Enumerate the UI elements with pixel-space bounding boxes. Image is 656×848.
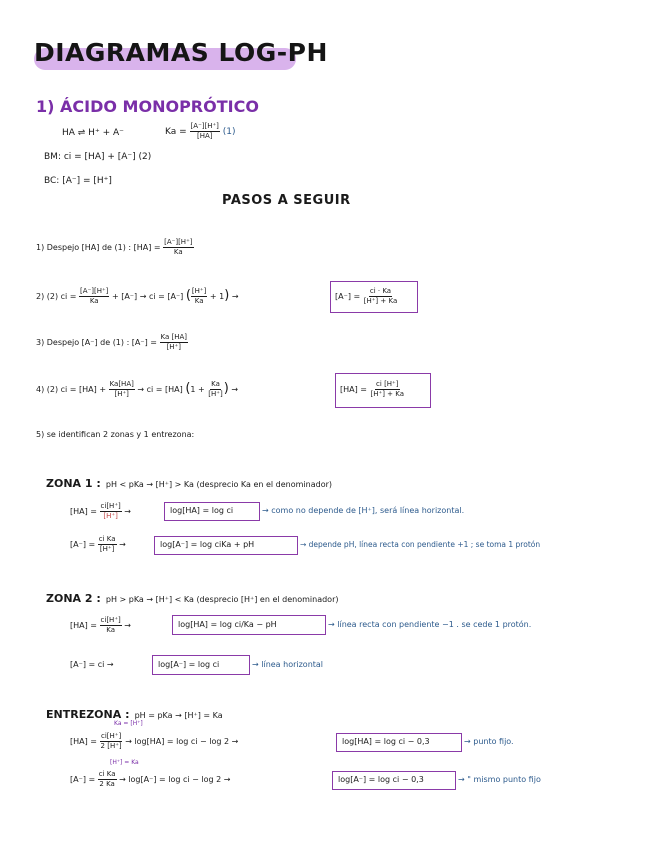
step-4: 4) (2) ci = [HA] + $\frac{Ka[HA]}{[H^+]}$ → ci = [HA] (1 + $\frac{Ka}{[H^+]}$ ) →: [36, 380, 239, 398]
zona-2-row-1-result: log[HA] = log ci/Ka − pH: [178, 620, 277, 629]
zona-1-title: ZONA 1 :: [46, 477, 101, 490]
step-2-den-2: Ka: [194, 297, 204, 305]
zona-2-row-2: [A⁻] = ci →: [70, 660, 114, 669]
mass-balance: BM: ci = [HA] + [A⁻] (2): [44, 152, 152, 162]
step-2-result-lhs: [A⁻] =: [335, 292, 361, 301]
ka-numerator: [A⁻][H⁺]: [190, 122, 219, 130]
entrezona-row-2-result: log[A⁻] = log ci − 0,3: [338, 775, 424, 784]
step-4-label: 4) (2) ci = [HA] +: [36, 385, 107, 394]
step-2-result-fraction: [363, 287, 399, 306]
step-2-result: [335, 287, 398, 306]
step-1-text: 1) Despejo [HA] de (1) : [HA] =: [36, 243, 161, 252]
entrezona-row-2-substitution: [H⁺] = Ka: [110, 759, 139, 766]
entrezona-row-2-den: 2 Ka: [99, 780, 115, 788]
ka-expression: [165, 122, 236, 141]
step-4-result-num: ci [H⁺]: [376, 380, 399, 388]
entrezona-row-1: [70, 732, 238, 751]
zona-2-row-2-result: log[A⁻] = log ci: [158, 660, 220, 669]
zona-2-row-1-fraction: [100, 616, 122, 635]
step-4-fraction-2: [207, 380, 223, 399]
step-4-paren-lead: 1 +: [190, 385, 205, 394]
section-heading: 1) ÁCIDO MONOPRÓTICO: [36, 97, 259, 116]
step-5: 5) se identifican 2 zonas y 1 entrezona:: [36, 430, 195, 439]
step-1-numerator: [A⁻][H⁺]: [164, 238, 193, 246]
zona-1-row-2-lhs: [A⁻] =: [70, 540, 96, 549]
zona-1-row-1-num: ci[H⁺]: [100, 502, 121, 510]
entrezona-row-2-fraction: [98, 770, 117, 789]
step-1-fraction: [163, 238, 193, 257]
step-2-num-2: [H⁺]: [191, 287, 207, 295]
ka-label: Ka =: [165, 127, 187, 137]
zona-1-row-1-den: [H⁺]: [103, 512, 118, 520]
step-4-den-2: [H⁺]: [208, 390, 223, 398]
zona-1-row-2-note: → depende pH, línea recta con pendiente +1 ; se toma 1 protón: [300, 540, 541, 549]
zona-2-row-2-lhs: [A⁻] = ci: [70, 660, 105, 669]
step-4-den-1: [H⁺]: [114, 390, 129, 398]
zona-1-header: [46, 472, 332, 491]
step-3-numerator: Ka [HA]: [160, 333, 188, 341]
entrezona-condition: pH = pKa → [H⁺] = Ka: [134, 711, 223, 720]
zona-1-condition: pH < pKa → [H⁺] > Ka (desprecio Ka en el denominador): [105, 480, 333, 489]
entrezona-row-2-lhs: [A⁻] =: [70, 775, 96, 784]
step-2-fraction-2: [191, 287, 207, 306]
ka-denominator: [HA]: [196, 132, 213, 140]
page-title: DIAGRAMAS LOG-PH: [34, 38, 328, 67]
step-4-num-1: Ka[HA]: [109, 380, 134, 388]
entrezona-row-2-note: → " mismo punto fijo: [458, 775, 541, 784]
step-3-text: 3) Despejo [A⁻] de (1) : [A⁻] =: [36, 338, 157, 347]
zona-1-row-2-result: log[A⁻] = log ciKa + pH: [160, 540, 255, 549]
step-4-result-fraction: [370, 380, 406, 399]
zona-1-row-1-fraction: [100, 502, 122, 521]
ka-reference: (1): [222, 127, 236, 137]
step-2-middle: + [A⁻] → ci = [A⁻]: [111, 292, 184, 301]
step-2-result-den: [H⁺] + Ka: [363, 297, 398, 305]
zona-2-row-1-num: ci[H⁺]: [100, 616, 121, 624]
zona-2-header: [46, 587, 338, 606]
entrezona-row-1-num: ci[H⁺]: [100, 732, 122, 740]
entrezona-row-1-fraction: [100, 732, 123, 751]
entrezona-row-1-note: → punto fijo.: [464, 737, 514, 746]
entrezona-row-2: [70, 770, 230, 789]
step-4-result: [340, 380, 405, 399]
zona-2-row-1-den: Ka: [106, 626, 116, 634]
entrezona-row-2-num: ci Ka: [98, 770, 116, 778]
zona-1-row-1: [HA] = $\frac{ci[H^+]}{[H^+]}$ →: [70, 502, 131, 520]
zona-2-row-1-lhs: [HA] =: [70, 621, 97, 630]
steps-title: PASOS A SEGUIR: [222, 193, 351, 208]
entrezona-row-1-lhs: [HA] =: [70, 737, 97, 746]
zona-2-condition: pH > pKa → [H⁺] < Ka (desprecio [H⁺] en el denominador): [105, 595, 339, 604]
step-1-denominator: Ka: [173, 248, 183, 256]
step-3: [36, 333, 188, 352]
zona-2-row-1: [HA] = $\frac{ci[H^+]}{Ka}$ →: [70, 616, 131, 634]
step-3-fraction: [160, 333, 189, 352]
zona-2-row-2-note: → línea horizontal: [252, 660, 324, 669]
zona-1-row-1-lhs: [HA] =: [70, 507, 97, 516]
step-4-fraction-1: [109, 380, 135, 399]
step-2-fraction-1: [79, 287, 109, 306]
step-2-den-1: Ka: [89, 297, 99, 305]
step-4-num-2: Ka: [211, 380, 220, 388]
entrezona-row-2-middle: → log[A⁻] = log ci − log 2 →: [119, 775, 231, 784]
step-1: [36, 238, 194, 257]
zona-2-row-1-note: → línea recta con pendiente −1 . se cede 1 protón.: [328, 620, 532, 629]
entrezona-row-1-substitution: Ka = [H⁺]: [114, 720, 143, 727]
zona-1-row-2-num: ci Ka: [98, 535, 116, 543]
step-3-denominator: [H⁺]: [166, 343, 181, 351]
step-2-num-1: [A⁻][H⁺]: [80, 287, 109, 295]
step-2-tail: + 1: [209, 292, 225, 301]
entrezona-row-1-middle: → log[HA] = log ci − log 2 →: [125, 737, 239, 746]
zona-1-row-1-note: → como no depende de [H⁺], será línea horizontal.: [262, 506, 465, 515]
step-2-label: 2) (2) ci =: [36, 292, 77, 301]
zona-1-row-2: [A⁻] = $\frac{\text{ci Ka}}{[H^+]}$ →: [70, 535, 126, 553]
charge-balance: BC: [A⁻] = [H⁺]: [44, 176, 112, 186]
entrezona-row-1-den: 2 [H⁺]: [100, 742, 122, 750]
zona-1-row-1-result: log[HA] = log ci: [170, 506, 234, 515]
zona-1-row-2-den: [H⁺]: [99, 545, 115, 553]
reaction-equation: HA ⇌ H⁺ + A⁻: [62, 128, 124, 138]
entrezona-row-1-result: log[HA] = log ci − 0,3: [342, 737, 430, 746]
entrezona-title: ENTREZONA :: [46, 708, 130, 721]
title-block: [34, 38, 328, 67]
step-4-result-den: [H⁺] + Ka: [370, 390, 405, 398]
zona-2-title: ZONA 2 :: [46, 592, 101, 605]
step-2: 2) (2) ci = $\frac{[A^-][H^+]}{Ka}$ + [A⁻] → ci = [A⁻] ( $\frac{[H^+]}{Ka}$ + 1) →: [36, 287, 239, 305]
step-2-result-num: ci · Ka: [369, 287, 392, 295]
step-4-result-lhs: [HA] =: [340, 385, 367, 394]
zona-1-row-2-fraction: [98, 535, 117, 554]
step-4-middle: → ci = [HA]: [137, 385, 183, 394]
ka-fraction: [190, 122, 220, 141]
